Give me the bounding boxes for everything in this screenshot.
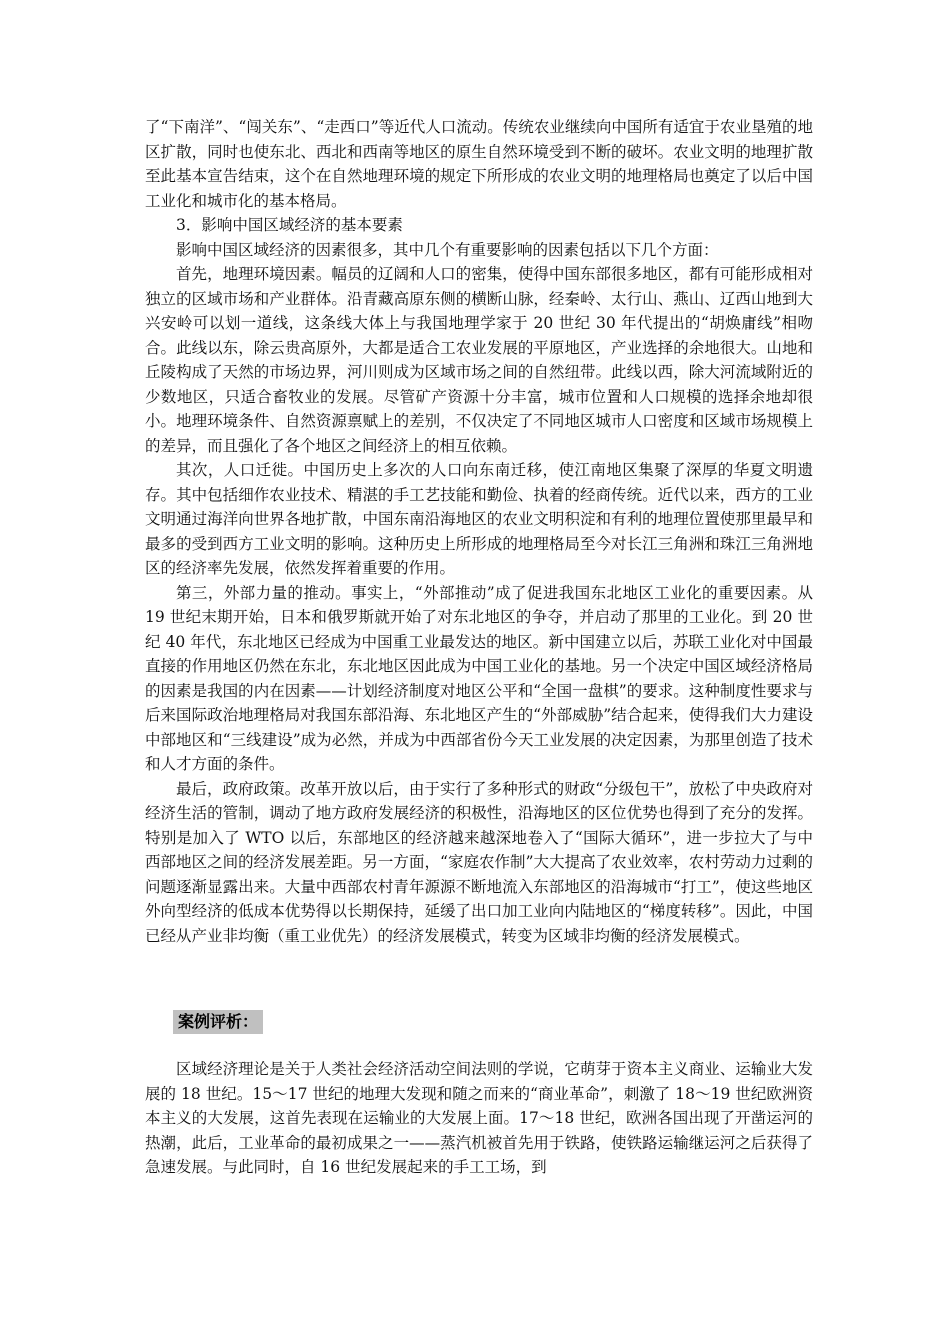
paragraph-external-force: 第三，外部力量的推动。事实上，“外部推动”成了促进我国东北地区工业化的重要因素。从 19 世纪末期开始，日本和俄罗斯就开始了对东北地区的争夺，并启动了那里的工业化。到 20 世纪 40 年代，东北地区已经成为中国重工业最发达的地区。新中国建立以后，苏联工业化对中国最直接的作用地区仍然在东北，东北地区因此成为中国工业化的基地。另一个决定中国区域经济格局的因素是我国的内在因素——计划经济制度对地区公平和“全国一盘棋”的要求。这种制度性要求与后来国际政治地理格局对我国东部沿海、东北地区产生的“外部威胁”结合起来，使得我们大力建设中部地区和“三线建设”成为必然，并成为中西部省份今天工业发展的决定因素，为那里创造了技术和人才方面的条件。 xyxy=(145,583,813,773)
case-analysis-section xyxy=(145,1057,813,1180)
paragraph-government-policy: 最后，政府政策。改革开放以后，由于实行了多种形式的财政“分级包干”，放松了中央政府对经济生活的管制，调动了地方政府发展经济的积极性，沿海地区的区位优势也得到了充分的发挥。特别是加入了 WTO 以后，东部地区的经济越来越深地卷入了“国际大循环”，进一步拉大了与中西部地区之间的经济发展差距。另一方面，“家庭农作制”大大提高了农业效率，农村劳动力过剩的问题逐渐显露出来。大量中西部农村青年源源不断地流入东部地区的沿海城市“打工”，使这些地区外向型经济的低成本优势得以长期保持，延缓了出口加工业向内陆地区的“梯度转移”。因此，中国已经从产业非均衡（重工业优先）的经济发展模式，转变为区域非均衡的经济发展模式。 xyxy=(145,779,813,945)
case-analysis-paragraph: 区域经济理论是关于人类社会经济活动空间法则的学说，它萌芽于资本主义商业、运输业大发展的 18 世纪。15～17 世纪的地理大发现和随之而来的“商业革命”，刺激了 18～19 世纪欧洲资本主义的大发展，这首先表现在运输业的大发展上面。17～18 世纪，欧洲各国出现了开凿运河的热潮，此后，工业革命的最初成果之一——蒸汽机被首先用于铁路，使铁路运输继运河之后获得了急速发展。与此同时，自 16 世纪发展起来的手工工场，到 xyxy=(145,1060,813,1176)
intro-paragraph: 了“下南洋”、“闯关东”、“走西口”等近代人口流动。传统农业继续向中国所有适宜于农业垦殖的地区扩散，同时也使东北、西北和西南等地区的原生自然环境受到不断的破坏。农业文明的地理扩散至此基本宣告结束，这个在自然地理环境的规定下所形成的农业文明的地理格局也奠定了以后中国工业化和城市化的基本格局。 xyxy=(145,118,813,210)
section-subheading: 3．影响中国区域经济的基本要素 xyxy=(176,216,403,234)
paragraph-geography: 首先，地理环境因素。幅员的辽阔和人口的密集，使得中国东部很多地区，都有可能形成相对独立的区域市场和产业群体。沿青藏高原东侧的横断山脉，经秦岭、太行山、燕山、辽西山地到大兴安岭可以划一道线，这条线大体上与我国地理学家于 20 世纪 30 年代提出的“胡焕庸线”相吻合。此线以东，除云贵高原外，大都是适合工农业发展的平原地区，产业选择的余地很大。山地和丘陵构成了天然的市场边界，河川则成为区域市场之间的自然纽带。此线以西，除大河流域附近的少数地区，只适合畜牧业的发展。尽管矿产资源十分丰富，城市位置和人口规模的选择余地却很小。地理环境条件、自然资源禀赋上的差别，不仅决定了不同地区城市人口密度和区域市场规模上的差异，而且强化了各个地区之间经济上的相互依赖。 xyxy=(145,265,813,455)
paragraph-migration: 其次，人口迁徙。中国历史上多次的人口向东南迁移，使江南地区集聚了深厚的华夏文明遗存。其中包括细作农业技术、精湛的手工艺技能和勤俭、执着的经商传统。近代以来，西方的工业文明通过海洋向世界各地扩散，中国东南沿海地区的农业文明积淀和有利的地理位置使那里最早和最多的受到西方工业文明的影响。这种历史上所形成的地理格局至今对长江三角洲和珠江三角洲地区的经济率先发展，依然发挥着重要的作用。 xyxy=(145,461,813,577)
lead-paragraph: 影响中国区域经济的因素很多，其中几个有重要影响的因素包括以下几个方面： xyxy=(176,240,719,259)
case-analysis-heading: 案例评析： xyxy=(173,1010,263,1034)
body-text-section xyxy=(145,115,813,948)
